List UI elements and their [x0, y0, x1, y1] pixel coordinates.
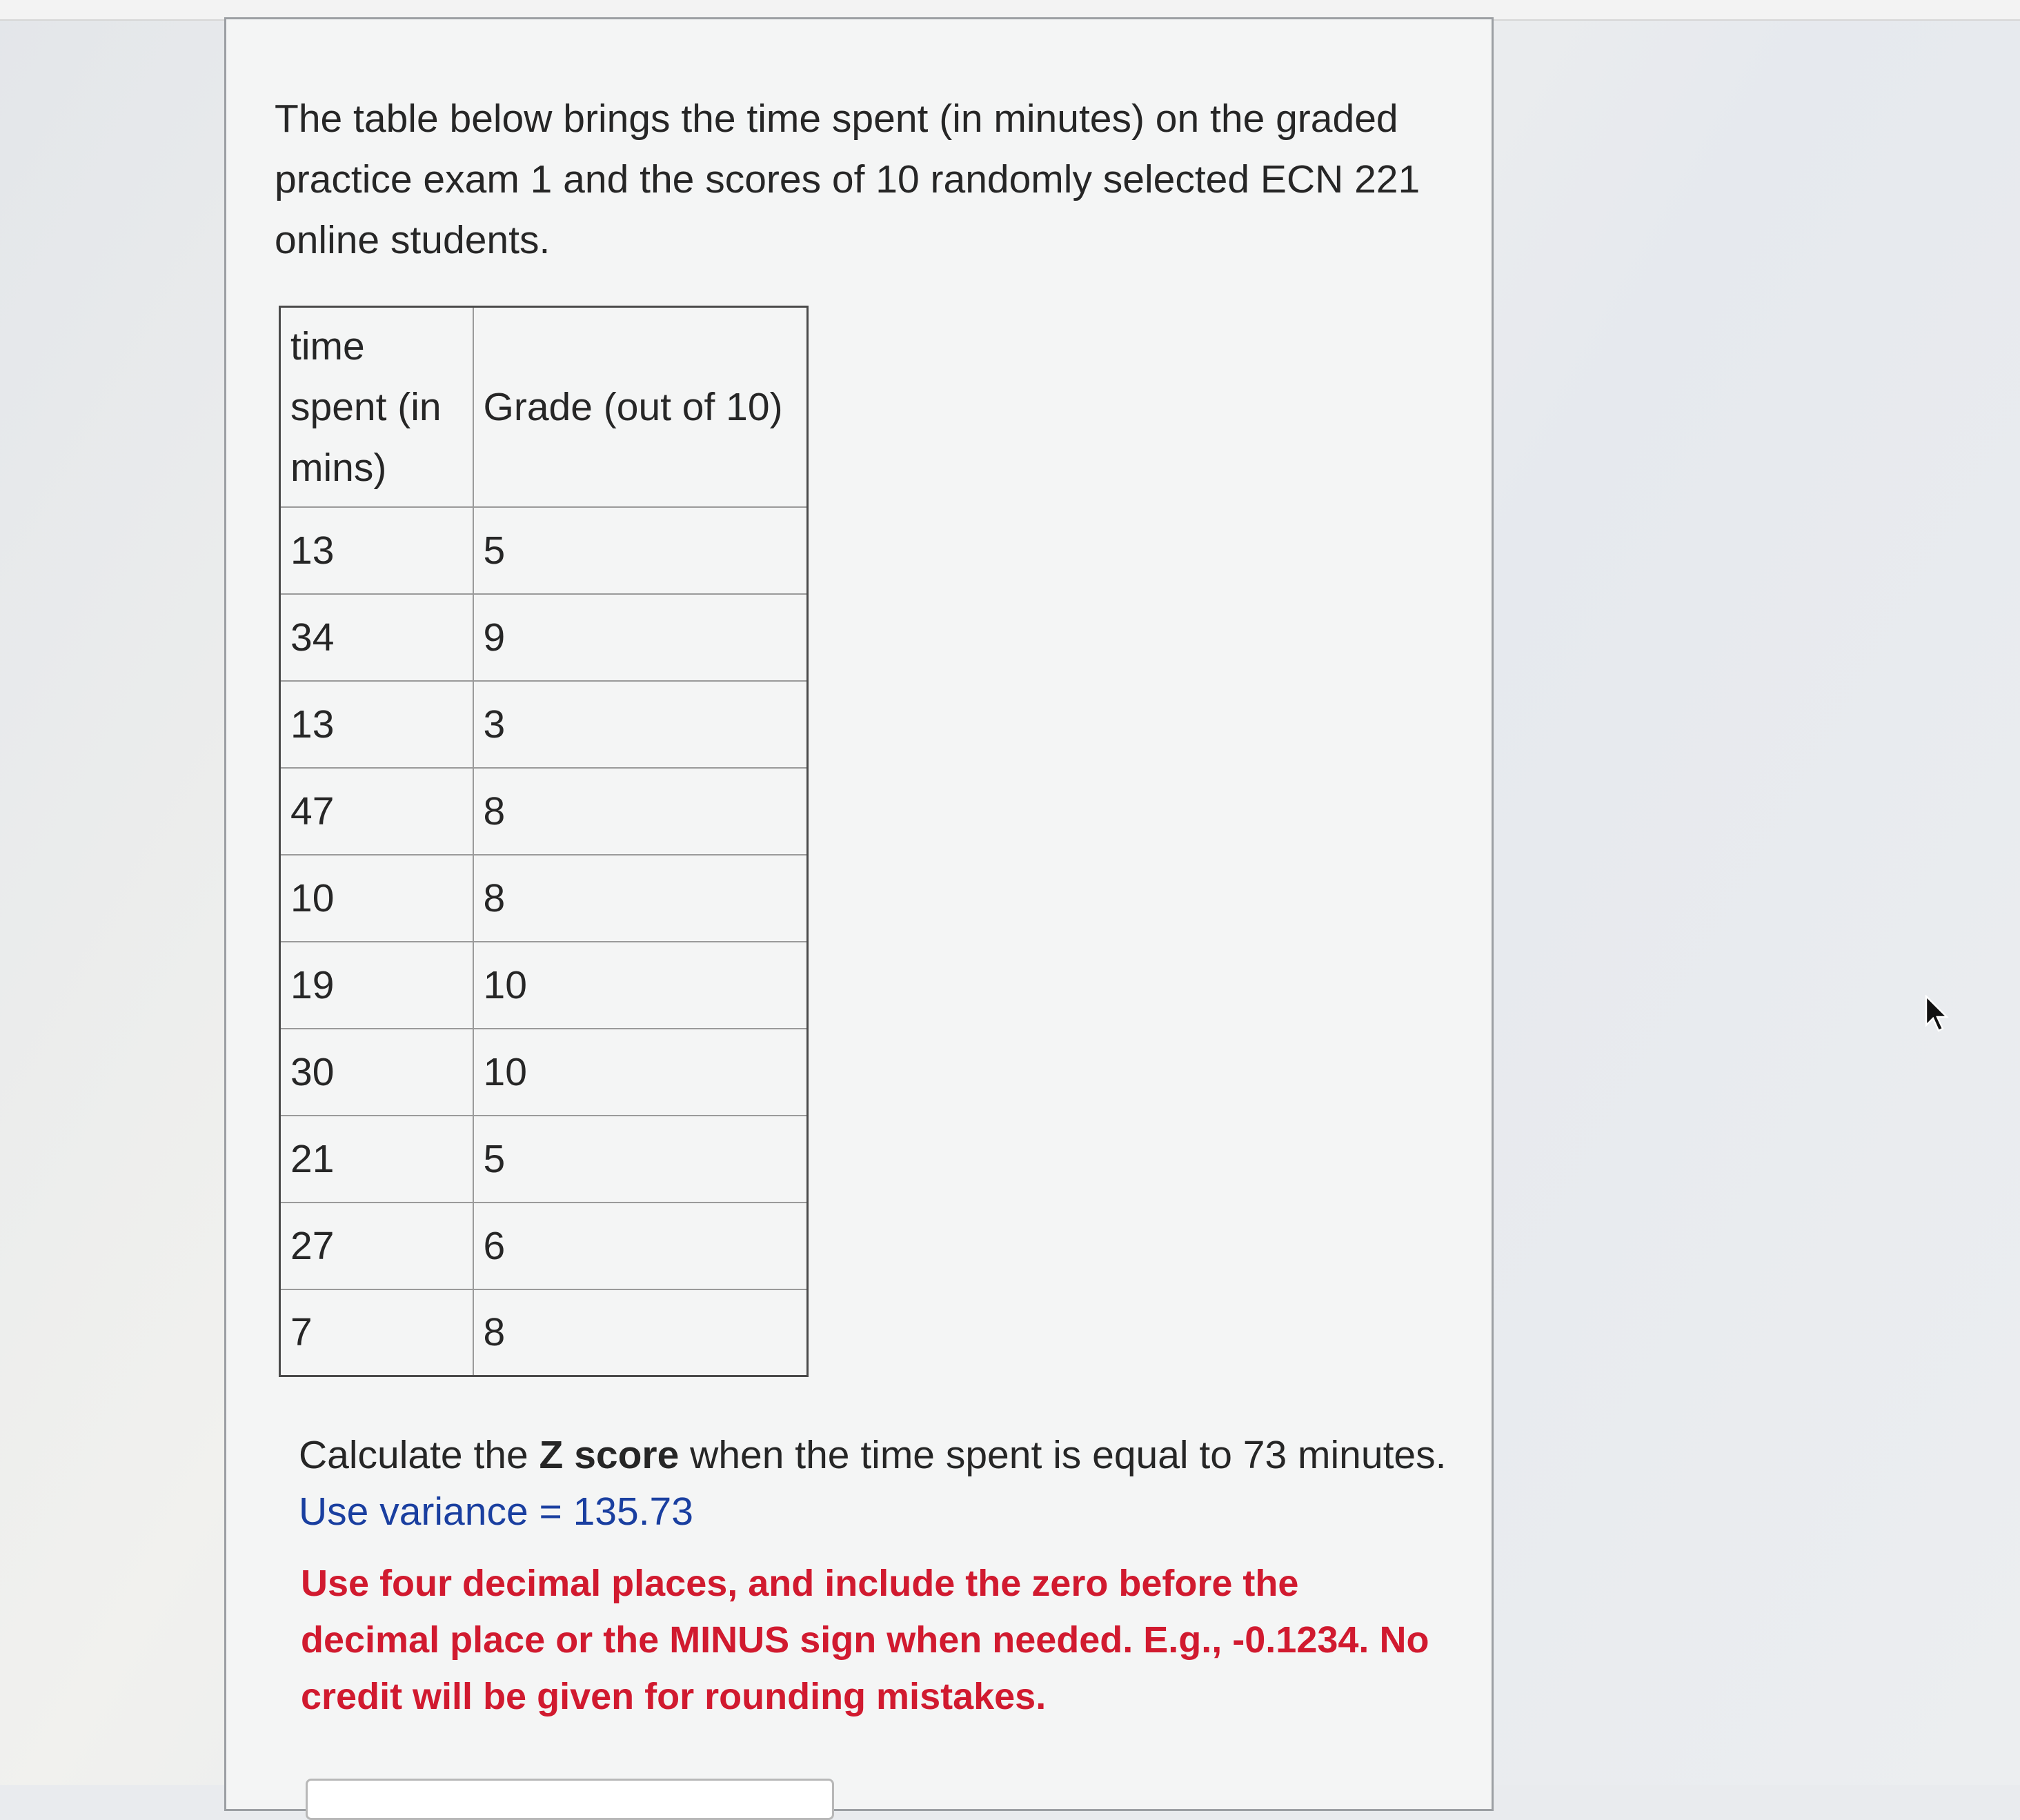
mouse-pointer-icon [1923, 995, 1951, 1033]
table-row [280, 594, 808, 681]
grade-cell: 3 [473, 681, 808, 768]
time-cell: 34 [280, 594, 473, 681]
grade-cell: 10 [473, 1029, 808, 1116]
calc-prefix-text: Calculate the [299, 1433, 539, 1477]
answer-input[interactable] [306, 1779, 834, 1820]
time-cell: 10 [280, 855, 473, 942]
grade-cell: 8 [473, 1289, 808, 1376]
z-score-term: Z score [539, 1433, 680, 1477]
time-cell: 7 [280, 1289, 473, 1376]
grade-cell: 5 [473, 507, 808, 594]
header-time-spent: time spent (in mins) [280, 307, 473, 507]
table-row [280, 942, 808, 1029]
table-row [280, 1029, 808, 1116]
grade-cell: 6 [473, 1203, 808, 1289]
grade-cell: 8 [473, 768, 808, 855]
time-cell: 47 [280, 768, 473, 855]
time-cell: 19 [280, 942, 473, 1029]
variance-note: Use variance = 135.73 [299, 1490, 693, 1534]
table-header-row [280, 307, 808, 507]
calculation-prompt [299, 1427, 1446, 1483]
time-cell: 13 [280, 681, 473, 768]
table-row [280, 855, 808, 942]
time-cell: 30 [280, 1029, 473, 1116]
table-row [280, 1203, 808, 1289]
grade-cell: 8 [473, 855, 808, 942]
calc-suffix-text: when the time spent is equal to 73 minutes. [679, 1433, 1447, 1477]
rounding-instructions: Use four decimal places, and include the zero before the decimal place or the MINUS sign when needed. E.g., -0.1234. No credit will be given for rounding mistakes. [301, 1563, 1429, 1717]
table-row [280, 1289, 808, 1376]
table-row [280, 681, 808, 768]
grade-cell: 9 [473, 594, 808, 681]
grade-cell: 5 [473, 1116, 808, 1203]
grade-cell: 10 [473, 942, 808, 1029]
table-row [280, 507, 808, 594]
time-cell: 27 [280, 1203, 473, 1289]
question-intro-text: The table below brings the time spent (in minutes) on the graded practice exam 1 and the scores of 10 randomly selected ECN 221 online students. [275, 97, 1420, 262]
header-grade: Grade (out of 10) [473, 307, 808, 507]
table-row [280, 768, 808, 855]
data-table [279, 306, 809, 1377]
table-row [280, 1116, 808, 1203]
question-panel [224, 17, 1494, 1811]
time-cell: 13 [280, 507, 473, 594]
time-cell: 21 [280, 1116, 473, 1203]
